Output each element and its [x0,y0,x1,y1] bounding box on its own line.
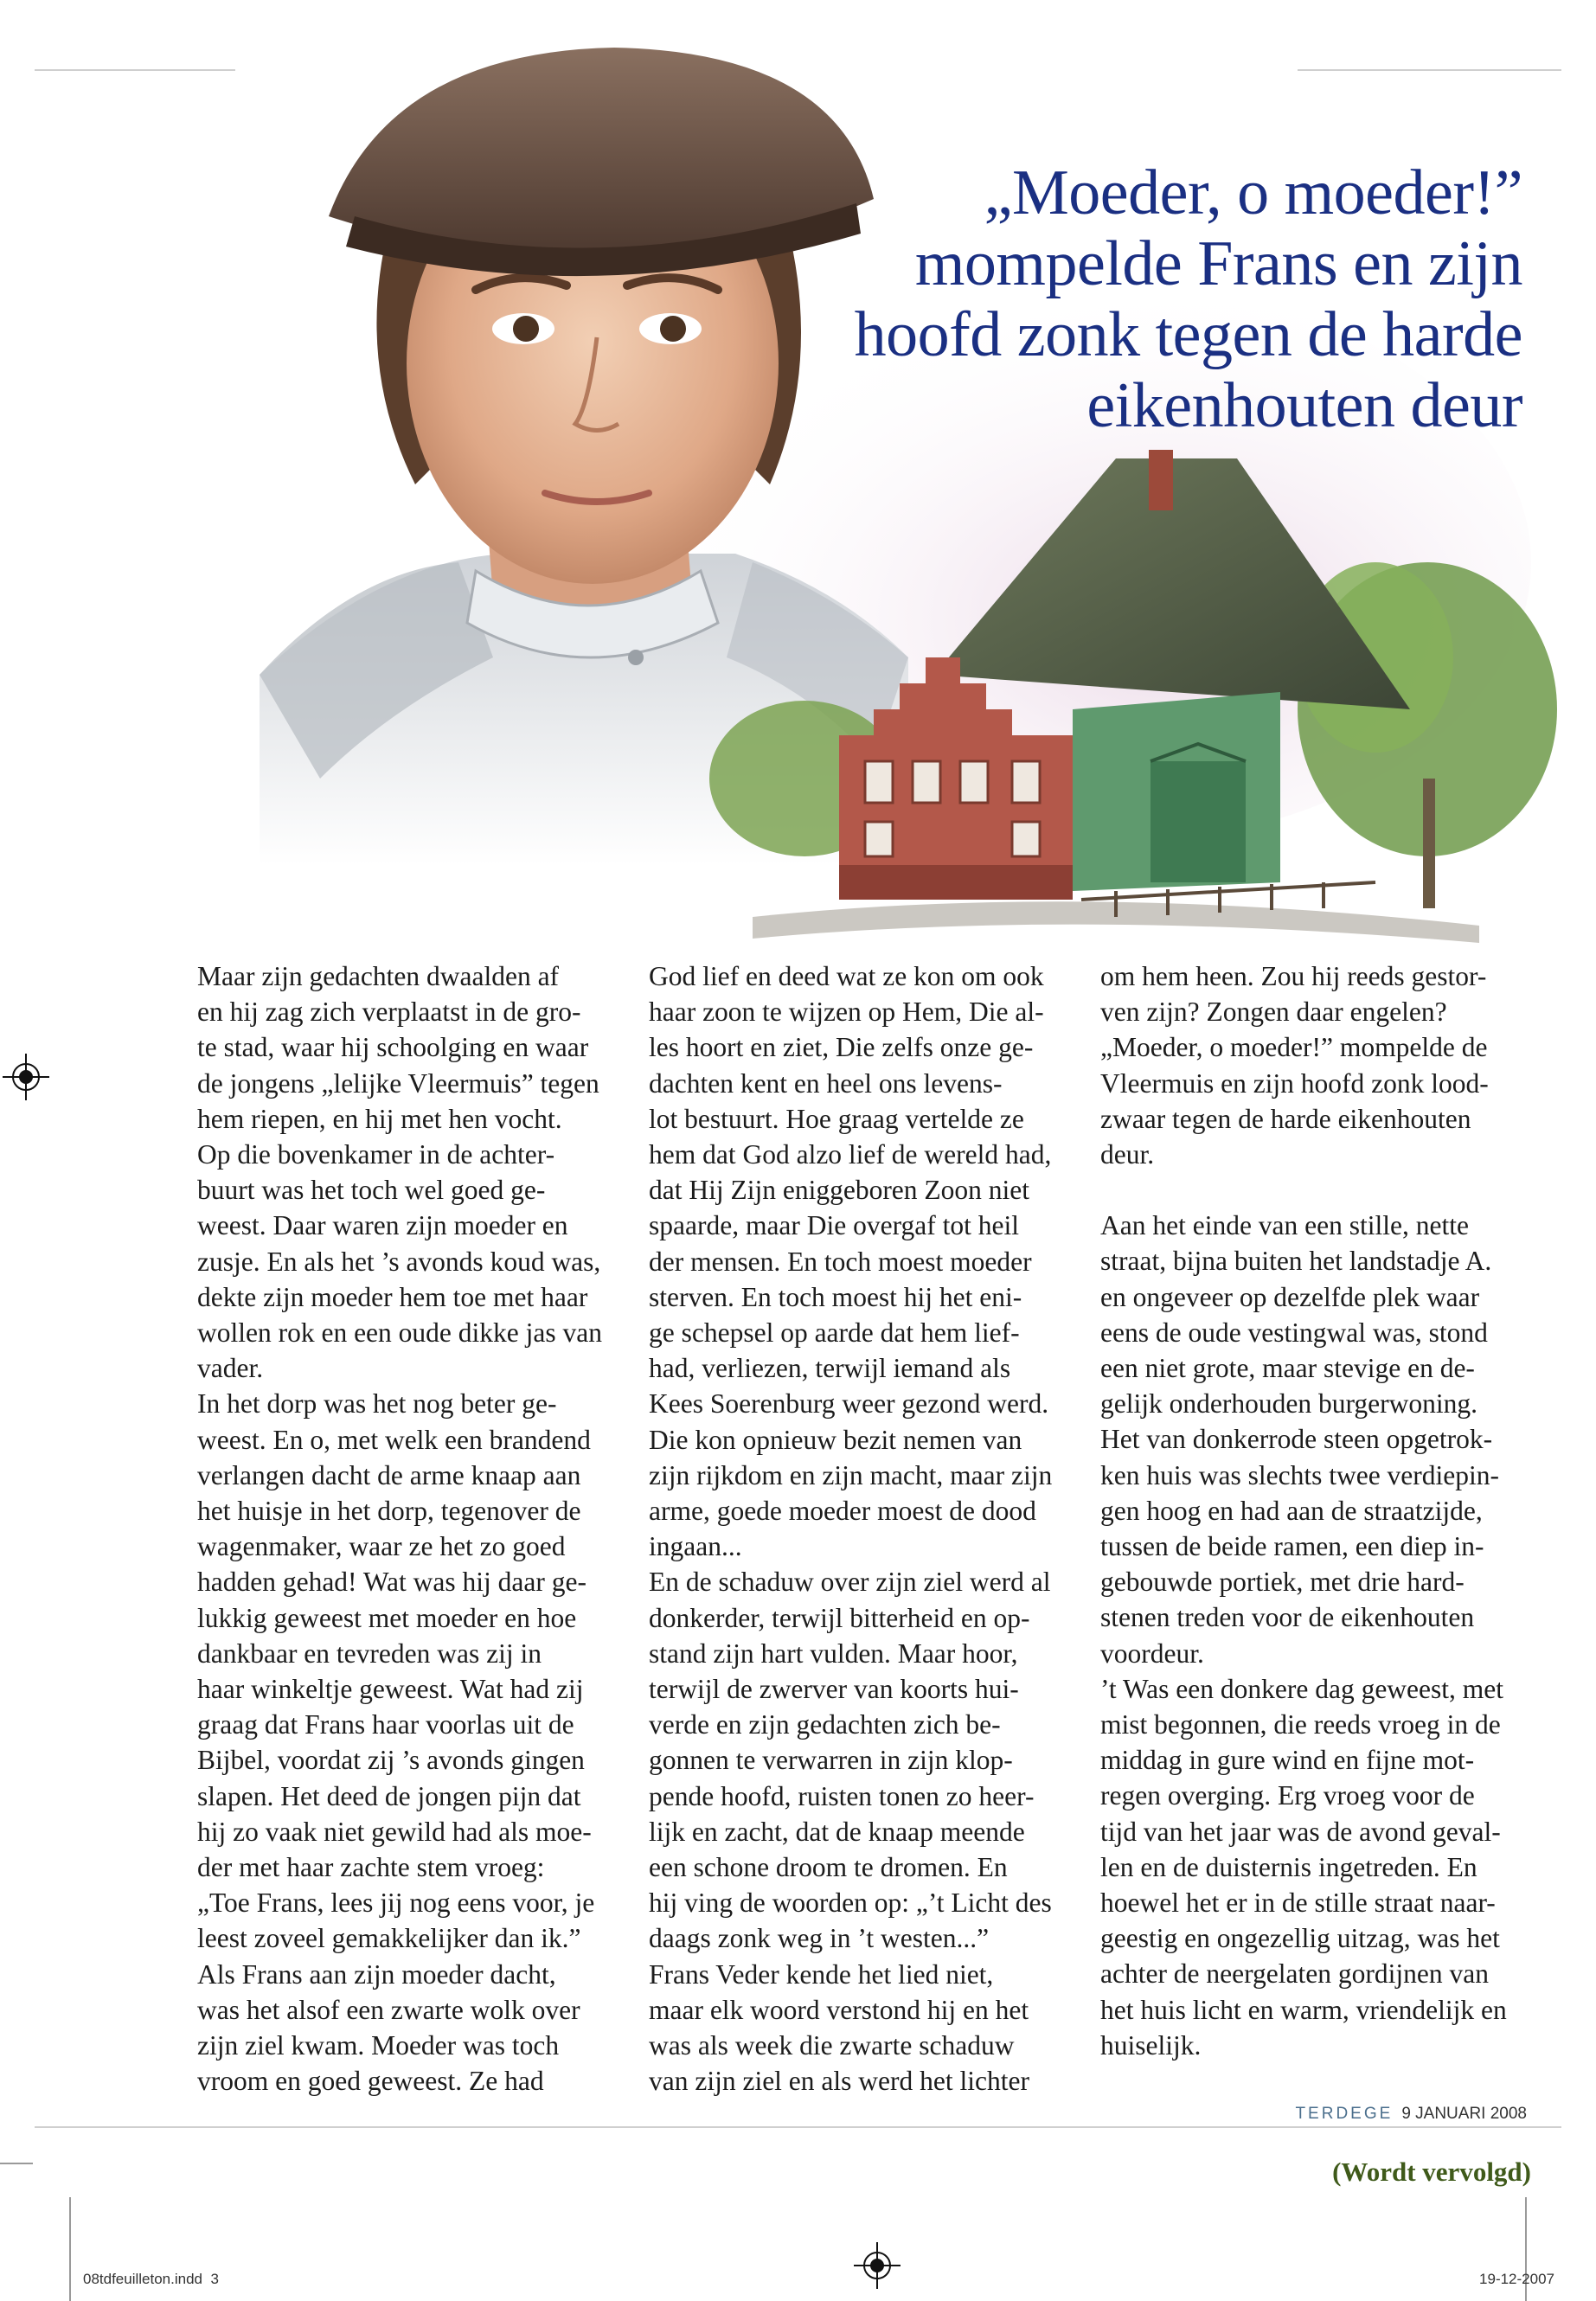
page-footer [1295,2105,1527,2124]
slug-filename: 08tdfeuilleton.indd [83,2271,203,2287]
paragraph: In het dorp was het nog beter ge- weest. En o, met welk een brandend verlangen dacht de arme knaap aan het huisje in het dorp, tegenover de wagenmaker, waar ze het zo goed hadden gehad! Wat was hij daar ge- lukkig geweest met moeder en hoe dankbaar en tevreden was zij in haar winkeltje geweest. Wat had zij graag dat Frans haar voorlas uit de Bijbel, voordat zij ’s avonds gingen slapen. Het deed de jongen pijn dat hij zo vaak niet gewild had als moe- der met haar zachte stem vroeg: „Toe Frans, lees jij nog eens voor, je leest zoveel gemakkelijker dan ik.” Als Frans aan zijn moeder dacht, was het alsof een zwarte wolk over zijn ziel kwam. Moeder was toch vroom en goed geweest. Ze had [197,1388,595,2097]
paragraph: om hem heen. Zou hij reeds gestor- ven zijn? Zongen daar engelen? „Moeder, o moeder!” mompelde de Vleermuis en zijn hoofd zonk lood- zwaar tegen de harde eikenhouten deur. [1100,961,1489,1170]
magazine-name: TERDEGE [1295,2105,1394,2123]
pull-quote-line: mompelde Frans en zijn [914,228,1522,299]
text-column-1 [197,958,630,2099]
paragraph: Maar zijn gedachten dwaalden af en hij zag zich verplaatst in de gro- te stad, waar hij schoolging en waar de jongens „lelijke Vleermuis” tegen hem riepen, en hij met hen vocht. Op die bovenkamer in de achter- buurt was het toch wel goed ge- weest. Daar waren zijn moeder en zusje. En als het ’s avonds koud was, dekte zijn moeder hem toe met haar wollen rok en een oude dikke jas van vader. [197,961,602,1384]
registration-mark-icon [3,1054,49,1100]
bottom-rule-left [35,2126,1561,2128]
registration-mark-icon [854,2242,901,2289]
paragraph: Aan het einde van een stille, nette straat, bijna buiten het landstadje A. en ongeveer op dezelfde plek waar eens de oude vestingwal was, stond een niet grote, maar stevige en de- gelijk onderhouden burgerwoning. Het van donkerrode steen opgetrok- ken huis was slechts twee verdiepin- gen hoog en had aan de straatzijde, tussen de beide ramen, een diep in- gebouwde portiek, met drie hard- stenen treden voor de eikenhouten voordeur. [1100,1210,1499,1669]
pull-quote-line: hoofd zonk tegen de harde [854,299,1522,370]
text-column-2 [649,958,1081,2099]
slug-file-info [83,2271,219,2288]
pull-quote-headline [753,157,1522,441]
paragraph: God lief en deed wat ze kon om ook haar zoon te wijzen op Hem, Die al- les hoort en ziet, Die zelfs onze ge- dachten kent en heel ons levens- lot bestuurt. Hoe graag vertelde ze hem dat God alzo lief de wereld had, dat Hij Zijn eniggeboren Zoon niet spaarde, maar Die overgaf tot heil der mensen. En toch moest moeder sterven. En toch moest hij het eni- ge schepsel op aarde dat hem lief- had, verliezen, terwijl iemand als Kees Soerenburg weer gezond werd. Die kon opnieuw bezit nemen van zijn rijkdom en zijn macht, maar zijn arme, goede moeder moest de dood ingaan... [649,961,1053,1562]
portrait-and-farmhouse-illustration [130,0,1583,960]
slug-print-date: 19-12-2007 [1479,2271,1554,2287]
crop-mark [69,2197,71,2301]
to-be-continued-label: (Wordt vervolgd) [1332,2157,1531,2187]
pull-quote-line: eikenhouten deur [1086,370,1522,441]
text-column-3 [1100,958,1533,2063]
pull-quote-line: „Moeder, o moeder!” [984,157,1522,228]
paragraph: En de schaduw over zijn ziel werd al donkerder, terwijl bitterheid en op- stand zijn hart vulden. Maar hoor, terwijl de zwerver van koorts hui- verde en zijn gedachten zich be- gonnen te verwarren in zijn klop- pende hoofd, ruisten tonen zo heer- lijk en zacht, dat de knaap meende een schone droom te dromen. En hij ving de woorden op: „’t Licht des daags zonk weg in ’t westen...” Frans Veder kende het lied niet, maar elk woord verstond hij en het was als week die zwarte schaduw van zijn ziel en als werd het lichter [649,1567,1052,2097]
slug-page: 3 [210,2271,219,2287]
issue-date: 9 JANUARI 2008 [1401,2105,1527,2123]
paragraph: ’t Was een donkere dag geweest, met mist begonnen, die reeds vroeg in de middag in gure wind en fijne mot- regen overging. Erg vroeg voor de tijd van het jaar was de avond geval- len en de duisternis ingetreden. En hoewel het er in de stille straat naar- geestig en ongezellig uitzag, was het achter de neergelaten gordijnen van het huis licht en warm, vriendelijk en huiselijk. [1100,1673,1507,2061]
paragraph-gap [1100,1172,1533,1208]
crop-mark [0,2163,33,2164]
